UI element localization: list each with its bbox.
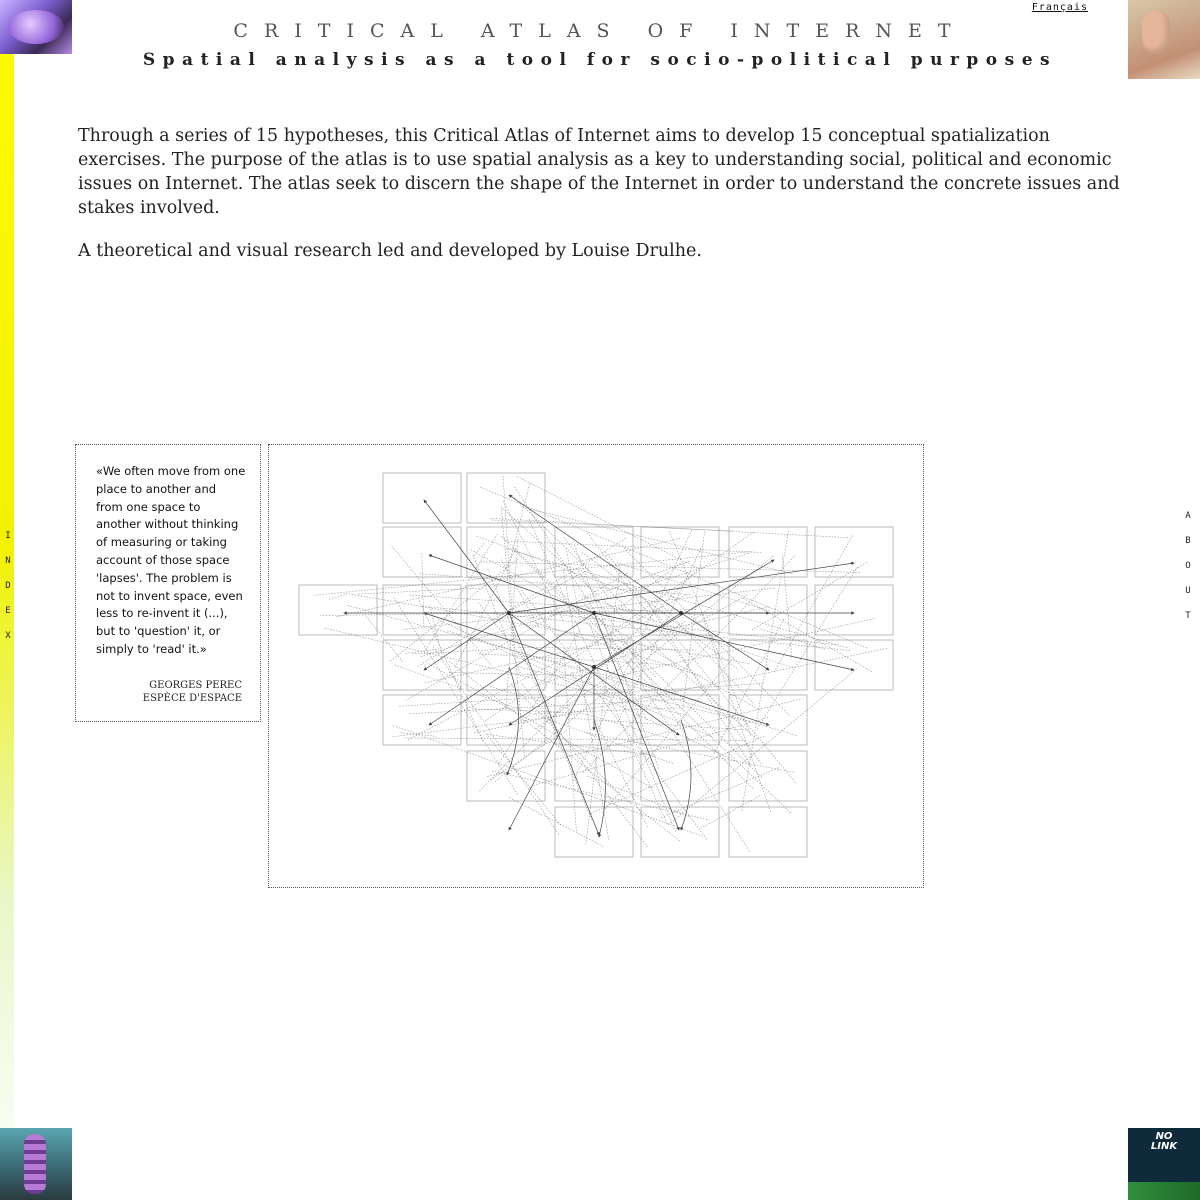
diagram-cell [383, 695, 461, 745]
diagram-connection [649, 603, 751, 764]
diagram-connection [575, 545, 659, 768]
diagram-cell [815, 527, 893, 577]
nav-letter: A [1185, 511, 1191, 521]
diagram-cell [729, 527, 807, 577]
diagram-connection [492, 771, 710, 820]
diagram-connection [509, 798, 603, 847]
diagram-cell [641, 640, 719, 690]
diagram-connection [394, 597, 518, 794]
atlas-diagram-canvas [269, 445, 923, 887]
diagram-cell [555, 807, 633, 857]
diagram-connection [418, 598, 483, 741]
diagram-connection [490, 729, 568, 780]
no-link-badge [1128, 1128, 1200, 1200]
diagram-arrow [509, 613, 599, 835]
diagram-connection [535, 708, 681, 714]
nav-letter: N [5, 556, 11, 566]
diagram-connection [391, 546, 490, 665]
diagram-arrow [509, 495, 681, 613]
diagram-cell [729, 585, 807, 635]
no-link-ground [1128, 1182, 1200, 1200]
diagram-connection [501, 507, 525, 758]
diagram-cell [815, 585, 893, 635]
diagram-hub [592, 611, 596, 615]
diagram-cell [729, 751, 807, 801]
nav-letter: T [1185, 611, 1191, 621]
diagram-arrow [509, 563, 854, 613]
diagram-connection [566, 718, 747, 730]
diagram-connection [714, 619, 784, 754]
diagram-connection [403, 738, 746, 740]
diagram-cell [641, 807, 719, 857]
diagram-connection [590, 736, 765, 814]
nav-letter: E [5, 606, 11, 616]
diagram-cell [641, 695, 719, 745]
diagram-cell [641, 527, 719, 577]
diagram-connection [701, 796, 760, 829]
diagram-connection [503, 500, 563, 620]
diagram-connection [392, 714, 577, 737]
diagram-connection [534, 621, 685, 730]
diagram-connection [365, 615, 403, 662]
diagram-connection [586, 733, 794, 772]
diagram-cell [815, 640, 893, 690]
diagram-hub [507, 611, 511, 615]
quote-attribution [143, 679, 242, 705]
quote-box [75, 444, 261, 722]
index-nav-link[interactable] [2, 524, 14, 649]
no-link-line2: LINK [1150, 1141, 1178, 1152]
diagram-cell [383, 473, 461, 523]
atlas-diagram[interactable] [268, 444, 924, 888]
page-subtitle: Spatial analysis as a tool for socio-political purposes [142, 50, 1058, 70]
language-link[interactable]: Français [1031, 2, 1088, 13]
diagram-connection [533, 718, 768, 786]
diagram-hub [679, 611, 683, 615]
intro-paragraph-2: A theoretical and visual research led and developed by Louise Drulhe. [78, 241, 702, 261]
diagram-hub [592, 665, 596, 669]
page-title: CRITICAL ATLAS OF INTERNET [233, 20, 967, 42]
diagram-connection [423, 534, 497, 654]
corner-image-bottom-left[interactable] [0, 1128, 72, 1200]
diagram-cell [555, 585, 633, 635]
nav-letter: U [1185, 586, 1191, 596]
diagram-connection [617, 563, 770, 611]
quote-source: ESPÈCE D'ESPACE [142, 693, 242, 704]
diagram-connection [605, 552, 796, 784]
diagram-connection [757, 566, 858, 729]
diagram-connection [518, 667, 749, 722]
diagram-connection [615, 618, 875, 676]
diagram-connection [329, 594, 346, 599]
diagram-connection [742, 531, 789, 811]
diagram-arrow [681, 613, 769, 670]
intro-text [78, 124, 1128, 282]
diagram-connection [473, 543, 484, 556]
diagram-arrow [594, 613, 679, 830]
intro-paragraph-1: Through a series of 15 hypotheses, this Critical Atlas of Internet aims to develop 15 conceptual spatialization exercises. The purpose of the atlas is to use spatial analysis as a key to understanding social, political and economic issues on Internet. The atlas seek to discern the shape of the Internet in order to understand the concrete issues and stakes involved. [78, 126, 1120, 218]
quote-text: «We often move from one place to another and from one space to another without thinking of measuring or taking account of those space 'lapses'. The problem is not to invent space, even less to re-invent it (...), but to 'question' it, or simply to 'read' it.» [96, 464, 246, 656]
diagram-connection [702, 615, 771, 812]
diagram-connection [586, 566, 620, 844]
diagram-connection [390, 558, 518, 661]
diagram-connection [495, 556, 773, 782]
nav-letter: O [1185, 561, 1191, 571]
diagram-connection [515, 487, 750, 852]
nav-letter: I [5, 531, 11, 541]
diagram-connection [530, 509, 792, 574]
diagram-connection [490, 518, 850, 538]
diagram-connection [782, 554, 791, 656]
diagram-connection [587, 776, 689, 816]
diagram-cell [467, 695, 545, 745]
diagram-connection [602, 657, 734, 813]
diagram-connection [661, 767, 780, 818]
nav-letter: X [5, 631, 11, 641]
no-link-line1: NO [1155, 1131, 1173, 1142]
diagram-connection [509, 482, 530, 566]
diagram-connection [422, 553, 424, 629]
about-nav-link[interactable] [1182, 504, 1194, 629]
diagram-curve-arrow [507, 667, 519, 775]
quote-author: GEORGES PEREC [149, 680, 242, 691]
diagram-cell [729, 640, 807, 690]
nav-letter: B [1185, 536, 1191, 546]
nav-letter: D [5, 581, 11, 591]
diagram-connection [522, 684, 647, 847]
diagram-connection [774, 534, 853, 672]
diagram-arrow [594, 667, 769, 725]
diagram-arrow [594, 560, 774, 667]
diagram-connection [504, 548, 847, 648]
diagram-connection [455, 547, 517, 667]
diagram-connection [412, 650, 497, 654]
diagram-connection [525, 561, 690, 620]
diagram-connection [752, 562, 867, 630]
corner-image-bottom-right[interactable] [1128, 1128, 1200, 1200]
diagram-cell [729, 807, 807, 857]
